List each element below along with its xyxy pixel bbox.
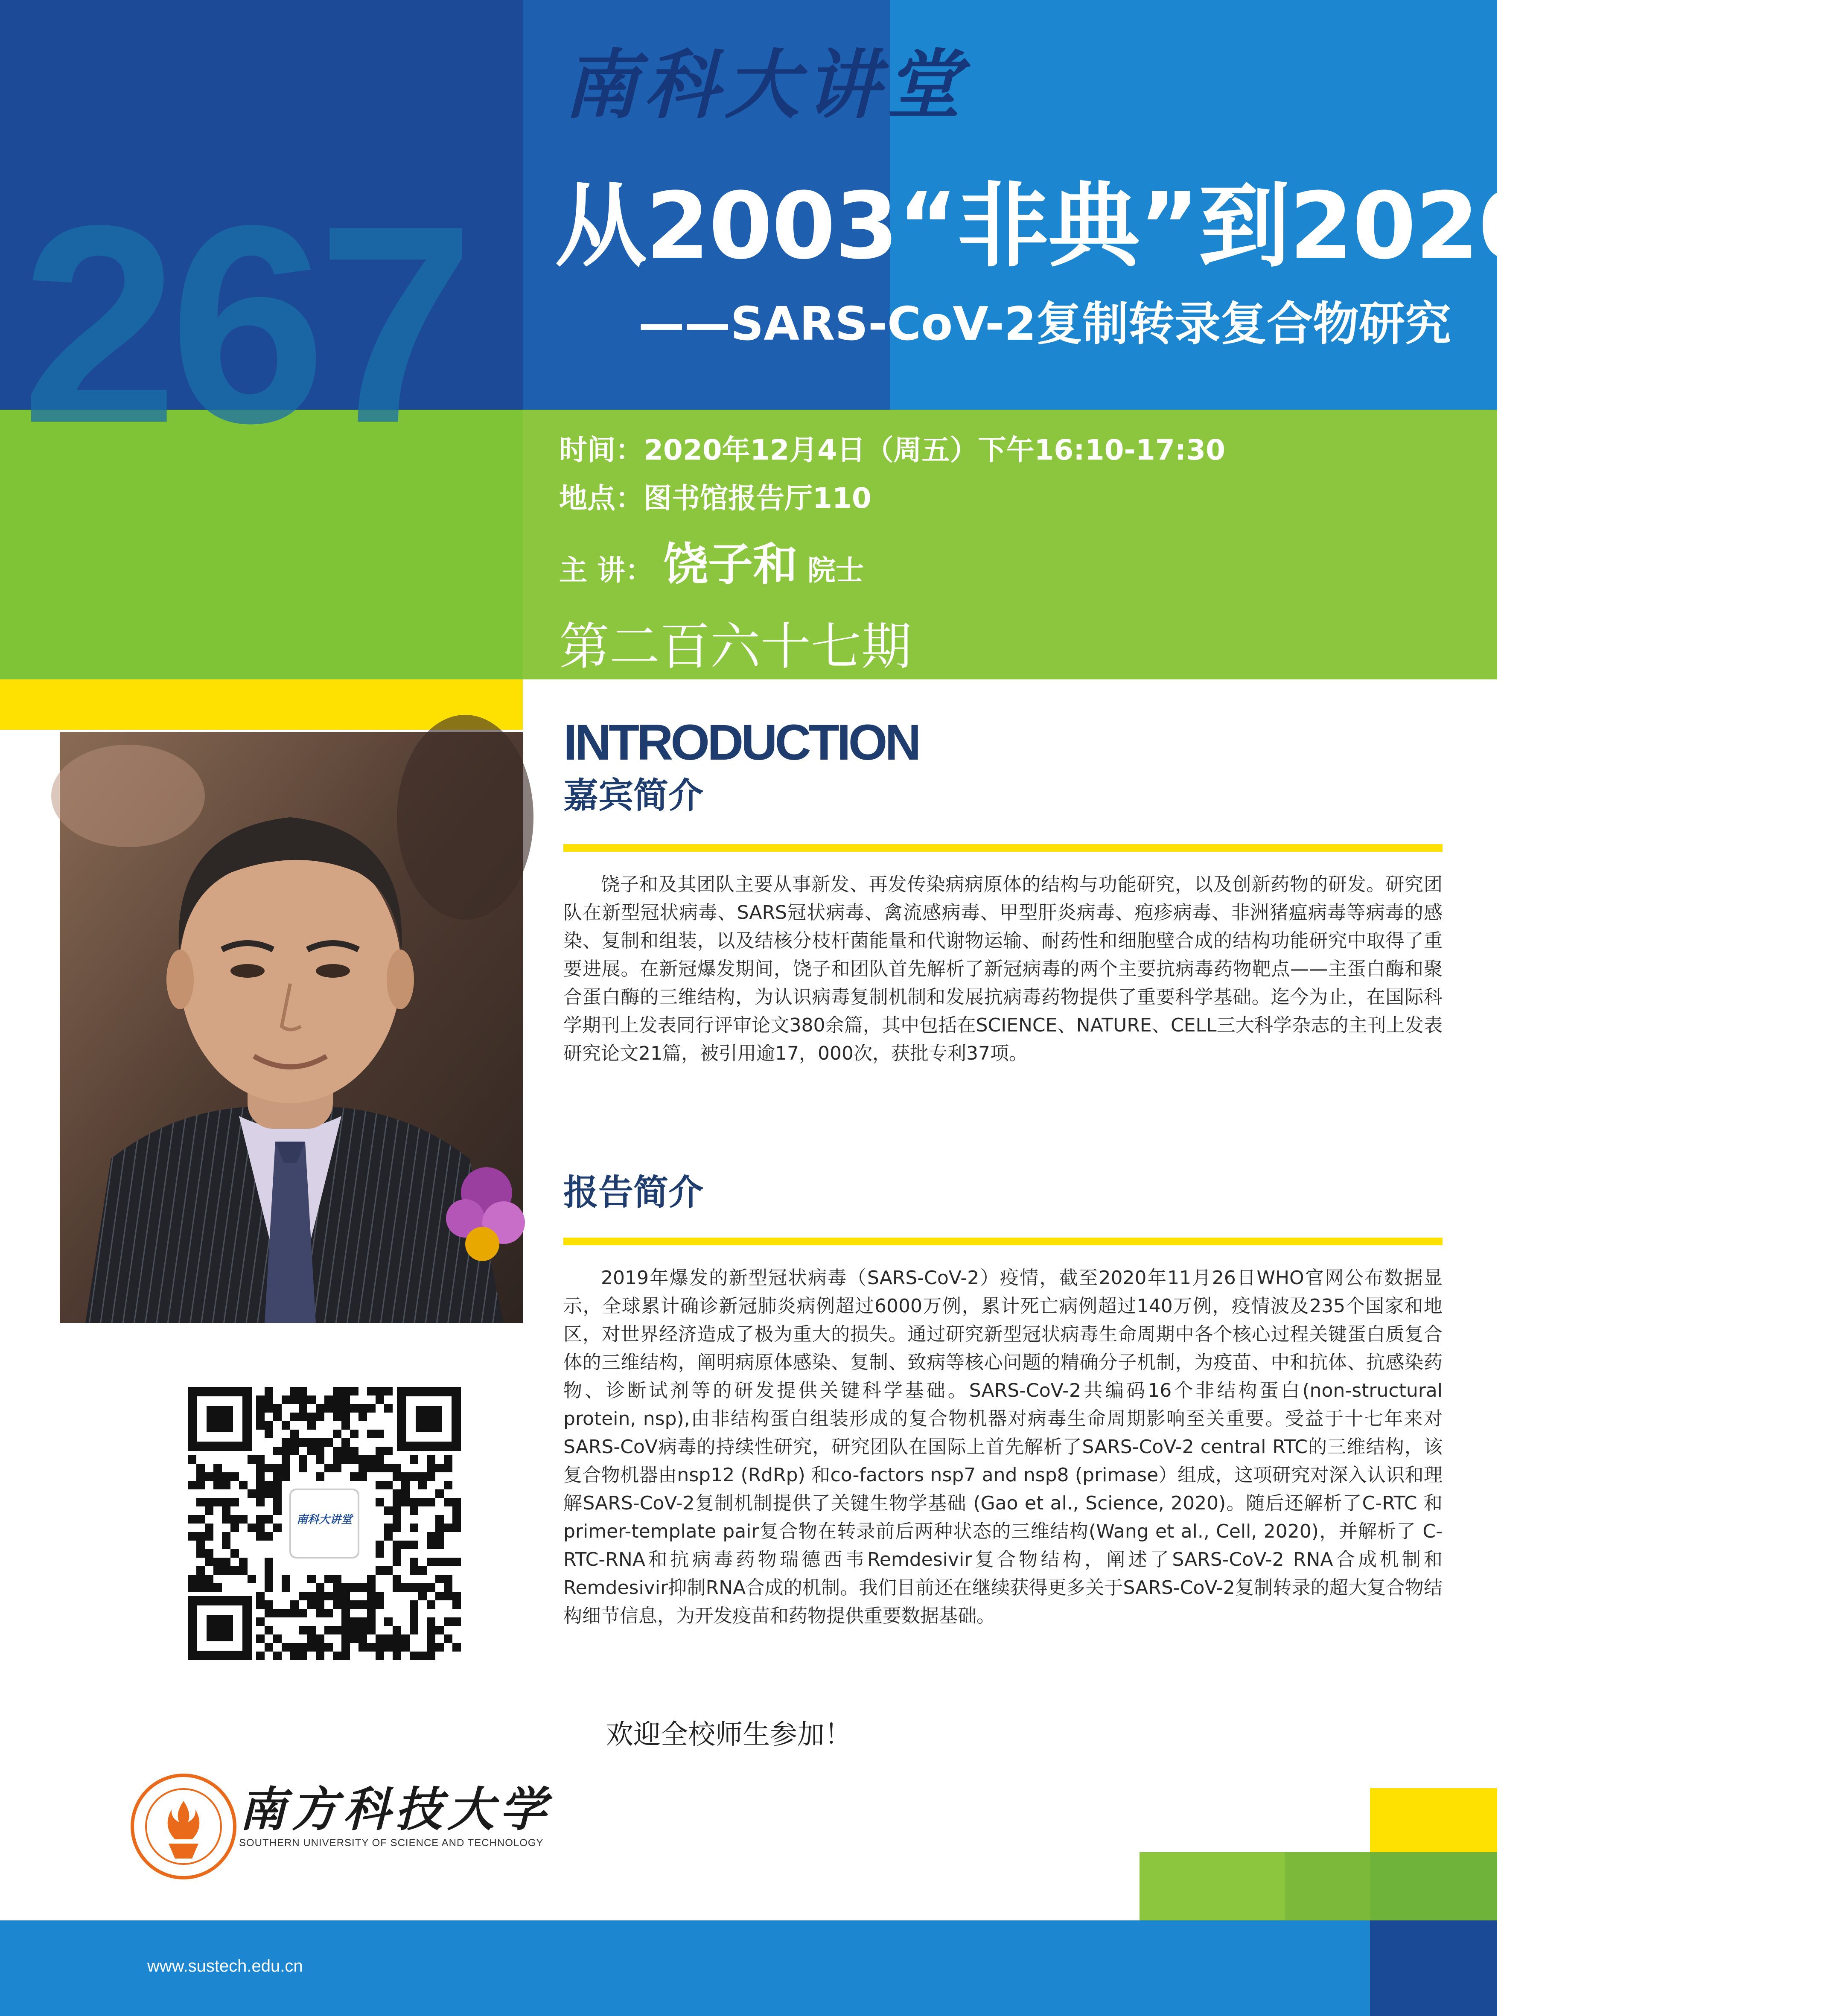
qr-center-label: 南科大讲堂 xyxy=(296,1513,352,1526)
introduction-heading-cn: 嘉宾简介 xyxy=(563,775,704,816)
university-name-en: SOUTHERN UNIVERSITY OF SCIENCE AND TECHNOLOGY xyxy=(239,1837,544,1849)
university-name-cn: 南方科技大学 xyxy=(239,1782,551,1837)
introduction-divider xyxy=(563,844,1443,852)
report-body: 2019年爆发的新型冠状病毒（SARS-CoV-2）疫情，截至2020年11月26日WHO官网公布数据显示，全球累计确诊新冠肺炎病例超过6000万例，累计死亡病例超过140万例，疫情波及235个国家和地区，对世界经济造成了极为重大的损失。通过研究新型冠状病毒生命周期中各个核心过程关键蛋白质复合体的三维结构，阐明病原体感染、复制、致病等核心问题的精确分子机制，为疫苗、中和抗体、抗感染药物、诊断试剂等的研发提供关键科学基础。SARS-CoV-2共编码16个非结构蛋白(non-structural protein, nsp),由非结构蛋白组装形成的复合物机器对病毒生命周期影响至关重要。受益于十七年来对SARS-CoV病毒的持续性研究，研究团队在国际上首先解析了SARS-CoV-2 central RTC的三维结构，该复合物机器由nsp12 (RdRp) 和co-factors nsp7 and nsp8 (primase）组成，这项研究对深入认识和理解SARS-CoV-2复制机制提供了关键生物学基础 (Gao et al., Science, 2020)。随后还解析了C-RTC 和 primer-template pair复合物在转录前后两种状态的三维结构(Wang et al., Cell, 2020)，并解析了 C-RTC-RNA和抗病毒药物瑞德西韦Remdesivir复合物结构，阐述了SARS-CoV-2 RNA合成机制和Remdesivir抑制RNA合成的机制。我们目前还在继续获得更多关于SARS-CoV-2复制转录的超大复合物结构细节信息，为开发疫苗和药物提供重要数据基础。 xyxy=(563,1267,1443,1627)
footer-block-yellow xyxy=(1370,1788,1497,1852)
series-logo: 南科大讲堂 xyxy=(563,41,967,129)
place-label: 地点： xyxy=(559,482,644,515)
footer-block-green-2 xyxy=(1285,1852,1370,1920)
speaker-photo xyxy=(60,732,523,1323)
issue-text: 第二百六十七期 xyxy=(559,617,912,676)
speaker-name: 饶子和 xyxy=(663,539,798,591)
report-divider xyxy=(563,1238,1443,1245)
event-time xyxy=(559,429,1225,472)
event-place xyxy=(559,477,871,520)
qr-code[interactable] xyxy=(166,1366,482,1681)
report-heading: 报告简介 xyxy=(563,1172,704,1213)
time-label: 时间： xyxy=(559,434,644,466)
page-subtitle: ——SARS-CoV-2复制转录复合物研究 xyxy=(638,297,1451,351)
footer-block-navy xyxy=(1370,1920,1497,2016)
place-value: 图书馆报告厅110 xyxy=(644,482,871,515)
introduction-heading-en: INTRODUCTION xyxy=(563,714,919,771)
university-seal-icon xyxy=(128,1771,239,1882)
issue-number: 267 xyxy=(21,167,466,481)
time-value: 2020年12月4日（周五）下午16:10-17:30 xyxy=(644,434,1226,466)
website-link[interactable]: www.sustech.edu.cn xyxy=(147,1957,303,1975)
introduction-body: 饶子和及其团队主要从事新发、再发传染病病原体的结构与功能研究，以及创新药物的研发。研究团队在新型冠状病毒、SARS冠状病毒、禽流感病毒、甲型肝炎病毒、疱疹病毒、非洲猪瘟病毒等病毒的感染、复制和组装，以及结核分枝杆菌能量和代谢物运输、耐药性和细胞壁合成的结构功能研究中取得了重要进展。在新冠爆发期间，饶子和团队首先解析了新冠病毒的两个主要抗病毒药物靶点——主蛋白酶和聚合蛋白酶的三维结构，为认识病毒复制机制和发展抗病毒药物提供了重要科学基础。迄今为止，在国际科学期刊上发表同行评审论文380余篇，其中包括在SCIENCE、NATURE、CELL三大科学杂志的主刊上发表研究论文21篇，被引用逾17，000次，获批专利37项。 xyxy=(563,874,1443,1064)
speaker-title: 院士 xyxy=(807,554,864,587)
footer-block-green-1 xyxy=(1140,1852,1285,1920)
welcome-text: 欢迎全校师生参加！ xyxy=(606,1719,852,1751)
speaker-label: 主 讲： xyxy=(559,554,653,587)
footer-block-green-3 xyxy=(1370,1852,1497,1920)
event-speaker xyxy=(559,537,864,598)
page-title: 从2003“非典”到2020“新冠” xyxy=(555,172,1842,280)
